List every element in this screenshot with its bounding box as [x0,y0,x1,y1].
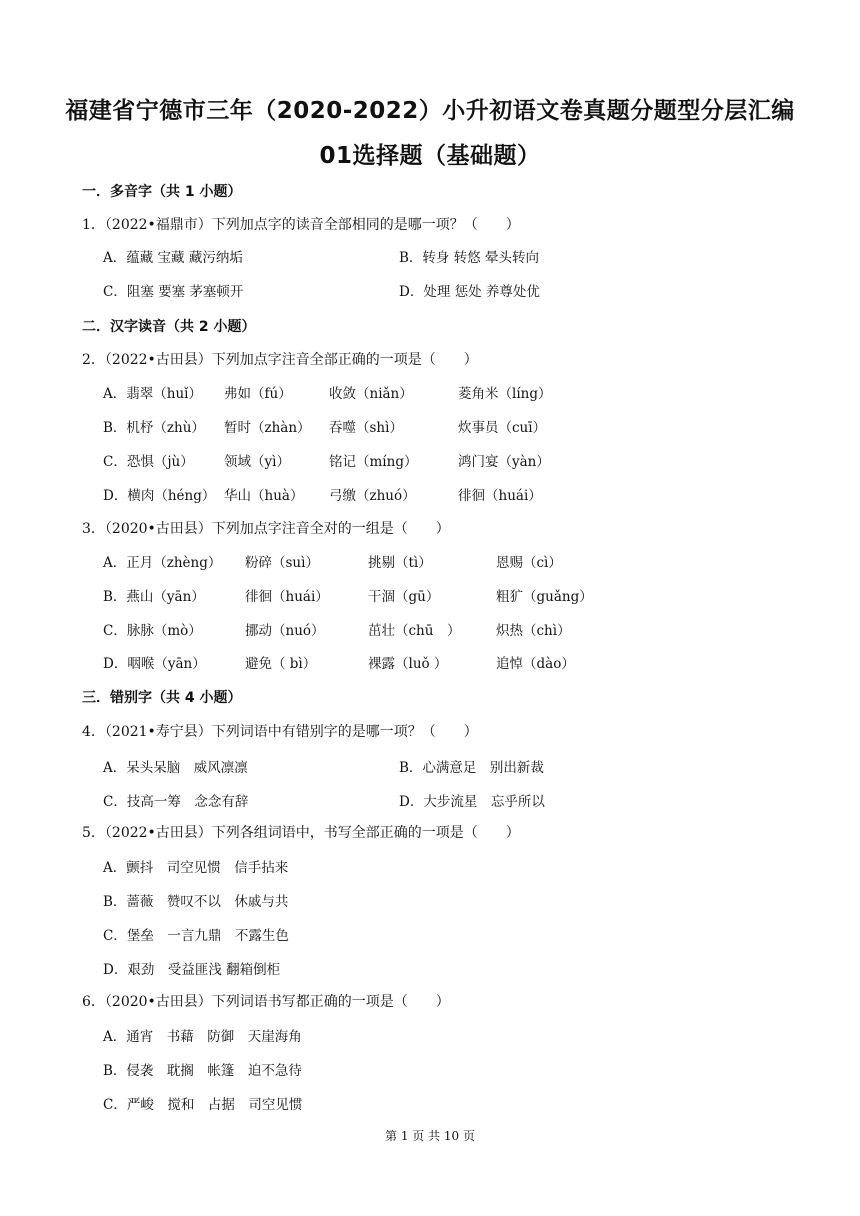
option-b-item-3: 干涸（gū） [368,589,440,605]
option-d: D．处理 惩处 养尊处优 [399,284,540,300]
option-b-item-1: B．机杼（zhù） [103,420,205,436]
option-d-item-1: D．咽喉（yān） [103,656,206,672]
option-c: C．技高一筹 念念有辞 [103,794,249,810]
option-b: B．转身 转悠 晕头转向 [399,250,540,266]
option-a-item-2: 粉碎（suì） [245,555,319,571]
option-d-item-4: 徘徊（huái） [458,488,542,504]
question-stem-6: 6．（2020•古田县）下列词语书写都正确的一项是（ ） [82,994,450,1010]
option-a-item-1: A．翡翠（huǐ） [103,386,202,402]
option-c-item-3: 茁壮（chū ） [368,623,461,639]
option-c-item-1: C．恐惧（jù） [103,454,194,470]
option-c: C．堡垒 一言九鼎 不露生色 [103,928,289,944]
option-b-item-4: 粗犷（guǎng） [496,589,593,605]
question-stem-4: 4．（2021•寿宁县）下列词语中有错别字的是哪一项？（ ） [82,724,478,740]
option-c-item-1: C．脉脉（mò） [103,623,202,639]
section-heading-typo: 三．错别字（共 4 小题） [82,690,242,706]
document-title-line1: 福建省宁德市三年（2020-2022）小升初语文卷真题分题型分层汇编 [65,98,795,124]
option-d-item-2: 避免（ bì） [245,656,317,672]
option-a-item-3: 收敛（niǎn） [329,386,413,402]
option-b: B．侵袭 耽搁 帐篷 迫不急待 [103,1063,302,1079]
option-b: B．蔷薇 赞叹不以 休戚与共 [103,894,289,910]
option-d-item-4: 追悼（dào） [496,656,575,672]
option-d-item-1: D．横肉（héng） [103,488,216,504]
option-b-item-3: 吞噬（shì） [329,420,403,436]
option-d-item-3: 弓缴（zhuó） [329,488,416,504]
page-footer: 第 1 页 共 10 页 [385,1129,475,1143]
option-c-item-4: 炽热（chì） [496,623,571,639]
document-title-line2: 01选择题（基础题） [319,143,541,169]
option-a: A．蕴藏 宝藏 藏污纳垢 [103,250,243,266]
option-c-item-2: 挪动（nuó） [245,623,325,639]
option-a-item-4: 菱角米（líng） [458,386,552,402]
option-a: A．呆头呆脑 威风凛凛 [103,760,248,776]
option-a: A．颤抖 司空见惯 信手拈来 [103,860,289,876]
option-c-item-2: 领域（yì） [224,454,290,470]
option-d-item-2: 华山（huà） [224,488,304,504]
option-a: A．通宵 书藉 防御 天崖海角 [103,1029,302,1045]
option-b-item-1: B．燕山（yān） [103,589,205,605]
option-a-item-4: 恩赐（cì） [496,555,562,571]
option-c: C．阻塞 要塞 茅塞顿开 [103,284,244,300]
option-a-item-1: A．正月（zhèng） [103,555,222,571]
option-b: B．心满意足 别出新裁 [399,760,544,776]
section-heading-pronunciation: 二．汉字读音（共 2 小题） [82,319,256,335]
option-d: D．艰劲 受益匪浅 翻箱倒柜 [103,962,281,978]
option-b-item-2: 徘徊（huái） [245,589,329,605]
question-stem-1: 1．（2022•福鼎市）下列加点字的读音全部相同的是哪一项？（ ） [82,217,520,233]
option-a-item-3: 挑剔（tì） [368,555,432,571]
option-b-item-2: 暂时（zhàn） [224,420,311,436]
option-d: D．大步流星 忘乎所以 [399,794,545,810]
option-c-item-3: 铭记（míng） [329,454,418,470]
option-c: C．严峻 搅和 占据 司空见惯 [103,1097,303,1113]
option-b-item-4: 炊事员（cuī） [458,420,547,436]
question-stem-2: 2．（2022•古田县）下列加点字注音全部正确的一项是（ ） [82,352,478,368]
option-a-item-2: 弗如（fú） [224,386,292,402]
question-stem-3: 3．（2020•古田县）下列加点字注音全对的一组是（ ） [82,521,450,537]
section-heading-polyphonic: 一．多音字（共 1 小题） [82,184,242,200]
question-stem-5: 5．（2022•古田县）下列各组词语中，书写全部正确的一项是（ ） [82,825,520,841]
option-c-item-4: 鸿门宴（yàn） [458,454,550,470]
option-d-item-3: 裸露（luǒ ） [368,656,448,672]
